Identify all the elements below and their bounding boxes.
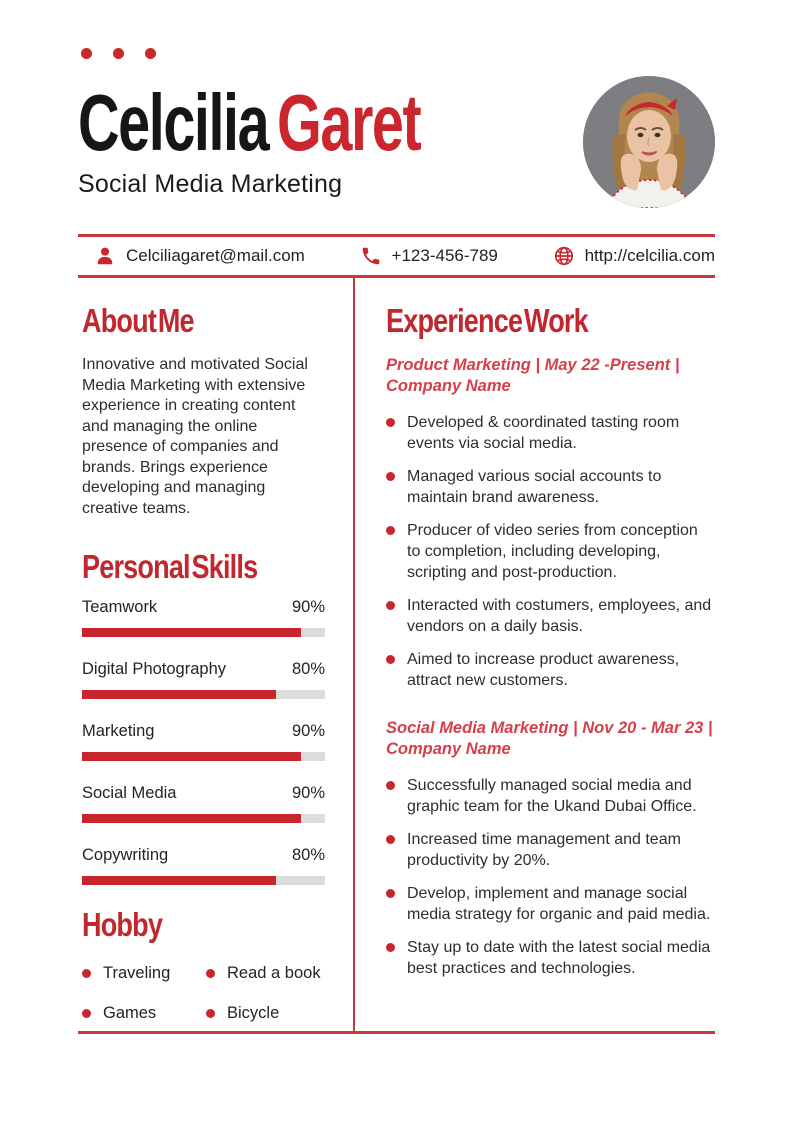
bullet-icon <box>386 835 395 844</box>
about-text: Innovative and motivated Social Media Marketing with extensive experience in creating content and managing the online presence of companies and brands. Brings experience developing and managing creative teams. <box>82 356 308 517</box>
skill-item <box>82 784 325 823</box>
about-title: About Me <box>82 302 194 339</box>
contact-website[interactable] <box>553 245 715 267</box>
skill-item <box>82 846 325 885</box>
job-bullet <box>386 466 715 508</box>
bullet-icon <box>386 781 395 790</box>
job-bullet <box>386 883 715 925</box>
job-bullet-text: Interacted with costumers, employees, and vendors on a daily basis. <box>407 597 712 635</box>
job-bullet-text: Aimed to increase product awareness, attract new customers. <box>407 651 680 689</box>
content-columns <box>78 278 715 1031</box>
left-column <box>78 278 355 1031</box>
avatar-illustration <box>583 76 715 208</box>
name-block <box>78 80 553 199</box>
page-title <box>78 78 421 167</box>
red-dot <box>81 48 92 59</box>
hobby-label: Bicycle <box>227 1004 280 1022</box>
profile-photo <box>583 76 715 208</box>
skill-bar-track <box>82 814 325 823</box>
red-dot <box>113 48 124 59</box>
bottom-divider <box>78 1031 715 1034</box>
hobby-item <box>82 964 206 983</box>
skill-label: Social Media <box>82 784 177 802</box>
experience-title: Experience Work <box>386 302 588 339</box>
bullet-icon <box>386 943 395 952</box>
job-bullet <box>386 937 715 979</box>
hobby-item <box>206 1004 325 1023</box>
hobby-list <box>82 964 325 1023</box>
job-bullet-text: Develop, implement and manage social media strategy for organic and paid media. <box>407 885 711 923</box>
hobby-label: Games <box>103 1004 157 1022</box>
right-column <box>355 278 715 1031</box>
skills-section <box>82 550 325 885</box>
decorative-dots <box>78 0 715 60</box>
hobby-title: Hobby <box>82 906 163 943</box>
hobby-item <box>82 1004 206 1023</box>
globe-icon <box>553 245 575 267</box>
job-bullet-text: Stay up to date with the latest social media best practices and technologies. <box>407 939 711 977</box>
hobby-item <box>206 964 325 983</box>
job-bullet-text: Increased time management and team productivity by 20%. <box>407 831 681 869</box>
skill-value: 90% <box>291 784 325 802</box>
bullet-icon <box>386 418 395 427</box>
job-bullet-text: Managed various social accounts to maintain brand awareness. <box>407 468 662 506</box>
skill-bar-track <box>82 752 325 761</box>
skill-item <box>82 722 325 761</box>
skill-item <box>82 598 325 637</box>
skill-value: 80% <box>291 660 325 678</box>
skill-label: Digital Photography <box>82 660 227 678</box>
skill-bar-fill <box>82 628 301 637</box>
skill-value: 80% <box>291 846 325 864</box>
contact-phone[interactable] <box>360 245 498 267</box>
experience-section <box>386 304 715 979</box>
job-bullet <box>386 520 715 583</box>
bullet-icon <box>386 601 395 610</box>
skills-list <box>82 598 325 885</box>
contact-email[interactable] <box>94 245 305 267</box>
job-heading: Social Media Marketing | Nov 20 - Mar 23 | Company Name <box>386 719 713 758</box>
bullet-icon <box>206 1009 215 1018</box>
job-bullet <box>386 595 715 637</box>
bullet-icon <box>206 969 215 978</box>
job-bullet-text: Developed & coordinated tasting room events via social media. <box>407 414 680 452</box>
skill-bar-fill <box>82 814 301 823</box>
bullet-icon <box>386 472 395 481</box>
about-section <box>82 304 325 519</box>
skill-label: Marketing <box>82 722 155 740</box>
job-subtitle: Social Media Marketing <box>78 170 343 198</box>
bullet-icon <box>386 889 395 898</box>
job-bullet-text: Producer of video series from conception to completion, including developing, scripting and post-production. <box>407 522 698 581</box>
skill-bar-fill <box>82 690 276 699</box>
header <box>78 80 715 220</box>
phone-text: +123-456-789 <box>391 246 498 265</box>
skill-bar-track <box>82 690 325 699</box>
skill-bar-track <box>82 876 325 885</box>
email-text: Celciliagaret@mail.com <box>126 246 305 265</box>
skill-bar-fill <box>82 752 301 761</box>
phone-icon <box>360 245 382 267</box>
person-icon <box>94 245 116 267</box>
job-bullet-list <box>386 775 715 979</box>
job-bullet <box>386 412 715 454</box>
skill-label: Copywriting <box>82 846 169 864</box>
hobby-section <box>82 908 325 1023</box>
skill-value: 90% <box>291 598 325 616</box>
skill-value: 90% <box>291 722 325 740</box>
red-dot <box>145 48 156 59</box>
job-bullet <box>386 829 715 871</box>
last-name: Garet <box>277 78 421 167</box>
job-bullet <box>386 649 715 691</box>
website-text: http://celcilia.com <box>584 246 715 265</box>
skill-item <box>82 660 325 699</box>
job-heading: Product Marketing | May 22 -Present | Company Name <box>386 356 680 395</box>
hobby-label: Traveling <box>103 964 171 982</box>
first-name: Celcilia <box>78 78 269 167</box>
job-bullet-list <box>386 412 715 691</box>
skills-title: Personal Skills <box>82 548 258 585</box>
hobby-label: Read a book <box>227 964 321 982</box>
bullet-icon <box>82 1009 91 1018</box>
contact-bar <box>78 234 715 278</box>
skill-bar-fill <box>82 876 276 885</box>
skill-bar-track <box>82 628 325 637</box>
bullet-icon <box>386 526 395 535</box>
bullet-icon <box>386 655 395 664</box>
job-bullet-text: Successfully managed social media and graphic team for the Ukand Dubai Office. <box>407 777 697 815</box>
skill-label: Teamwork <box>82 598 158 616</box>
bullet-icon <box>82 969 91 978</box>
job-bullet <box>386 775 715 817</box>
